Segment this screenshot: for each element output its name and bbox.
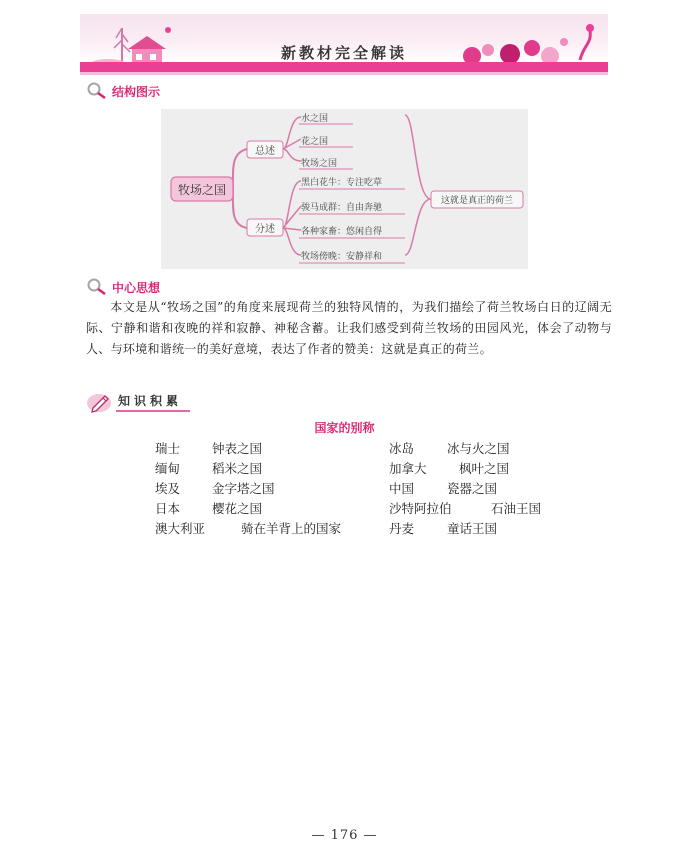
country-alias: 枫叶之国 xyxy=(459,461,510,476)
country-name: 加拿大 xyxy=(389,461,427,476)
diagram-branch-overview: 总述 xyxy=(255,146,275,157)
magnifier-icon xyxy=(86,82,108,100)
central-idea-paragraph xyxy=(86,297,612,360)
header-rule xyxy=(80,62,608,72)
country-name: 中国 xyxy=(389,481,415,496)
header-title: 新教材完全解读 xyxy=(280,44,407,62)
country-alias: 骑在羊背上的国家 xyxy=(241,521,342,536)
alias-row xyxy=(155,479,275,497)
country-alias: 金字塔之国 xyxy=(212,481,275,496)
section-central-idea-heading xyxy=(86,278,160,296)
country-name: 缅甸 xyxy=(155,461,181,476)
heading-underline xyxy=(116,410,190,412)
country-name: 埃及 xyxy=(155,481,181,496)
knowledge-title: 国家的别称 xyxy=(314,421,375,435)
diagram-overview-item: 水之国 xyxy=(301,114,329,124)
alias-row xyxy=(389,439,510,457)
structure-diagram xyxy=(161,109,528,269)
bubble-decoration xyxy=(452,20,602,66)
alias-row xyxy=(389,499,541,517)
country-alias: 石油王国 xyxy=(491,501,542,516)
diagram-conclusion: 这就是真正的荷兰 xyxy=(440,196,514,206)
alias-row xyxy=(155,439,262,457)
alias-row xyxy=(389,479,497,497)
country-name: 澳大利亚 xyxy=(155,521,206,536)
pencil-icon xyxy=(86,390,114,414)
country-name: 沙特阿拉伯 xyxy=(389,501,452,516)
country-alias: 冰与火之国 xyxy=(447,441,510,456)
diagram-overview-item: 花之国 xyxy=(301,137,329,147)
country-name: 冰岛 xyxy=(389,441,415,456)
alias-row xyxy=(155,519,341,537)
alias-row xyxy=(389,519,497,537)
diagram-detail-item: 各种家畜：悠闲自得 xyxy=(301,227,383,237)
country-name: 丹麦 xyxy=(389,521,415,536)
diagram-detail-item: 牧场傍晚：安静祥和 xyxy=(301,252,383,262)
alias-row xyxy=(155,459,262,477)
country-alias: 稻米之国 xyxy=(212,461,263,476)
diagram-overview-item: 牧场之国 xyxy=(301,159,338,169)
diagram-detail-item: 骏马成群：自由奔驰 xyxy=(301,203,383,213)
magnifier-icon xyxy=(86,278,108,296)
country-name: 日本 xyxy=(155,501,181,516)
country-alias: 童话王国 xyxy=(447,521,498,536)
country-alias: 樱花之国 xyxy=(212,501,263,516)
section-knowledge-heading xyxy=(86,390,198,414)
diagram-root: 牧场之国 xyxy=(177,183,227,197)
central-idea-text: 本文是从“牧场之国”的角度来展现荷兰的独特风情的，为我们描绘了荷兰牧场白日的辽阔无际、宁静和谐和夜晚的祥和寂静、神秘含蓄。让我们感受到荷兰牧场的田园风光，体会了动物与人、与环境和谐统一的美好意境，表达了作者的赞美：这就是真正的荷兰。 xyxy=(86,300,612,356)
alias-row xyxy=(389,459,509,477)
header-rule-thin xyxy=(80,72,608,75)
diagram-branch-detail: 分述 xyxy=(255,224,275,235)
country-name: 瑞士 xyxy=(155,441,181,456)
section-structure-heading xyxy=(86,82,160,100)
page-header xyxy=(80,14,608,76)
section-structure-label: 结构图示 xyxy=(112,84,161,99)
page-number: — 176 — xyxy=(311,828,378,843)
diagram-detail-item: 黑白花牛：专注吃草 xyxy=(301,178,383,188)
alias-row xyxy=(155,499,262,517)
country-alias: 钟表之国 xyxy=(212,441,263,456)
section-knowledge-label: 知识积累 xyxy=(118,394,183,408)
section-central-idea-label: 中心思想 xyxy=(112,280,161,295)
country-alias: 瓷器之国 xyxy=(447,481,498,496)
